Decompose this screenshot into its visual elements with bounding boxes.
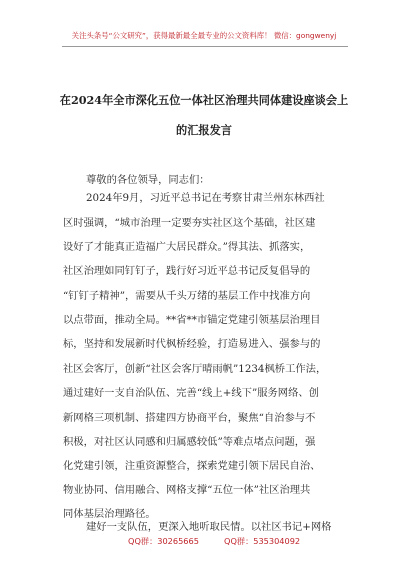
paragraph-line: 物业协同、信用融合、网格支撑“五位一体”社区治理共 (63, 484, 311, 496)
paragraph-line: 以点带面，推动全局。**省**市锚定党建引领基层治理目 (63, 314, 321, 326)
footer-qq-group-1: QQ群：30265665 (128, 536, 199, 546)
paragraph-line: 2024年9月，习近平总书记在考察甘肃兰州东林西社 (86, 192, 325, 204)
paragraph-line: 化党建引领，注重资源整合，探索党建引领下居民自治、 (63, 460, 321, 472)
paragraph-line: 社区会客厅，创新“社区会客厅晴雨帆”1234枫桥工作法， (63, 363, 327, 375)
paragraph-line: 通过建好一支自治队伍、完善“线上+线下”服务网络、创 (63, 387, 319, 399)
paragraph-line: 区时强调，“城市治理一定要夯实社区这个基础，社区建 (63, 217, 316, 229)
salutation: 尊敬的各位领导，同志们： (86, 174, 210, 186)
document-title-line-1: 在2024年全市深化五位一体社区治理共同体建设座谈会上 (59, 93, 349, 107)
paragraph-line: “钉钉子精神”，需要从千头万绪的基层工作中找准方向 (63, 290, 311, 302)
footer-qq-group-2: QQ群：535304092 (224, 536, 301, 546)
header-promo-note: 关注头条号“公文研究”，获得最新最全最专业的公文资料库！ 微信：gongwenyj (71, 31, 337, 40)
document-title-line-2: 的汇报发言 (176, 123, 232, 137)
paragraph-line: 标，坚持和发展新时代枫桥经验，打造易进入、强参与的 (63, 338, 321, 350)
paragraph-line: 同体基层治理路径。 (63, 508, 156, 520)
paragraph-line: 积极，对社区认同感和归属感较低”等难点堵点问题，强 (63, 436, 316, 448)
paragraph-line: 新网格三项机制、搭建四方协商平台，聚焦“自治参与不 (63, 412, 316, 424)
header-divider (62, 46, 348, 47)
paragraph-line: 设好了才能真正造福广大居民群众。”得其法、抓落实， (63, 241, 311, 253)
paragraph-line: 社区治理如同钉钉子，践行好习近平总书记反复倡导的 (63, 265, 311, 277)
paragraph-line: 建好一支队伍，更深入地听取民情。以社区书记+网格 (86, 521, 332, 533)
